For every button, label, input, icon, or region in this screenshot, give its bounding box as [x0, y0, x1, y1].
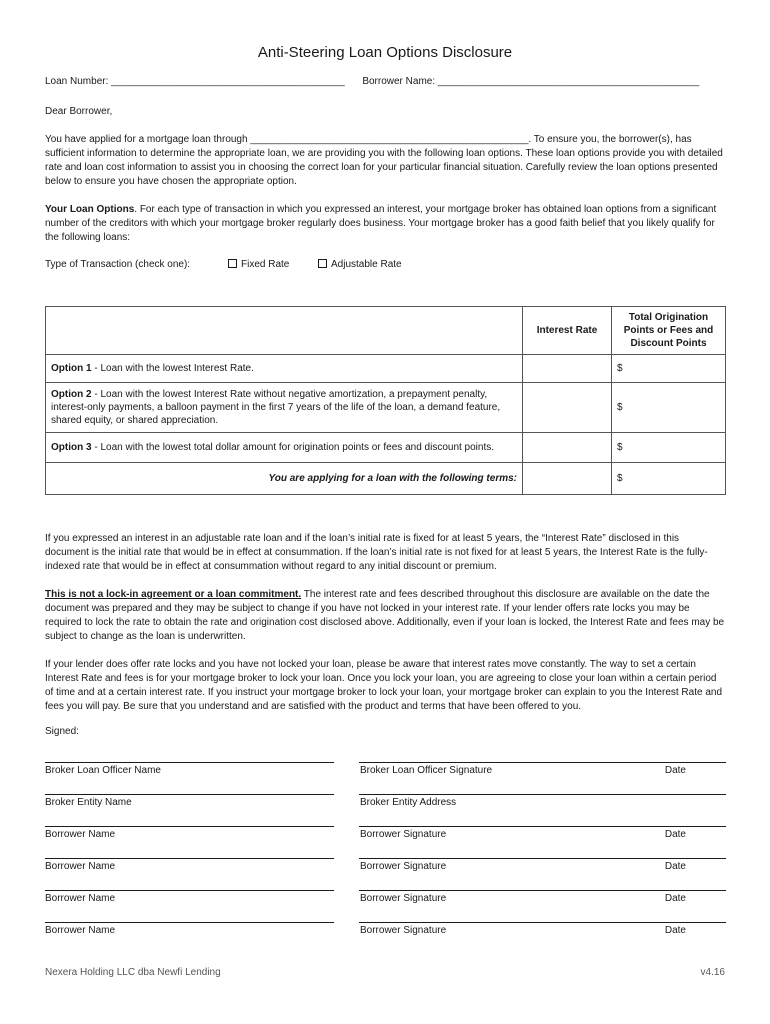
signature-line-right[interactable] — [359, 826, 726, 827]
adjustable-rate-checkbox[interactable] — [318, 259, 327, 268]
option-1-rate-field[interactable] — [523, 355, 612, 383]
signature-date-label: Date — [664, 925, 686, 936]
signature-line-right[interactable] — [359, 762, 726, 763]
option-3-rate-field[interactable] — [523, 433, 612, 463]
option-2-cell — [46, 383, 523, 433]
intro-paragraph — [45, 133, 725, 189]
interest-rate-header: Interest Rate — [523, 307, 612, 355]
signature-line-right[interactable] — [359, 794, 726, 795]
option-3-points-field[interactable]: $ — [612, 433, 726, 463]
signature-left-label: Borrower Name — [45, 893, 116, 904]
signature-mid-label: Borrower Signature — [360, 925, 447, 936]
signature-mid-label: Borrower Signature — [360, 829, 447, 840]
page-title: Anti-Steering Loan Options Disclosure — [257, 44, 513, 61]
signature-left-label: Borrower Name — [45, 861, 116, 872]
footer-company: Nexera Holding LLC dba Newfi Lending — [45, 967, 221, 978]
applying-points-field[interactable]: $ — [612, 463, 726, 495]
signature-mid-label: Broker Entity Address — [360, 797, 457, 808]
adjustable-rate-option[interactable] — [318, 258, 402, 272]
loan-number-field[interactable]: __________________________________________ — [111, 76, 345, 87]
applying-terms-label: You are applying for a loan with the following terms: — [46, 463, 523, 495]
signature-left-label: Borrower Name — [45, 925, 116, 936]
borrower-name-field[interactable]: _______________________________________________ — [437, 76, 700, 87]
greeting: Dear Borrower, — [45, 106, 113, 117]
signature-mid-label: Borrower Signature — [360, 893, 447, 904]
signature-line-left[interactable] — [45, 922, 334, 923]
lock-in-paragraph — [45, 588, 725, 644]
table-row — [46, 433, 726, 463]
option-3-text: - Loan with the lowest total dollar amount for origination points or fees and discount points. — [91, 442, 495, 453]
points-fees-header: Total Origination Points or Fees and Discount Points — [612, 307, 726, 355]
signed-label: Signed: — [45, 726, 79, 737]
option-2-points-field[interactable]: $ — [612, 383, 726, 433]
option-1-text: - Loan with the lowest Interest Rate. — [91, 363, 254, 374]
loan-options-table — [45, 306, 726, 495]
table-header-row — [46, 307, 726, 355]
signature-left-label: Borrower Name — [45, 829, 116, 840]
signature-date-label: Date — [664, 765, 686, 776]
intro-after: . To ensure you, the borrower(s), has sufficient information to determine the appropriate loan, we are providing you with the following loan options. These loan options provide you with detailed rate and loan cost information to assist you in choosing the correct loan for your particular financial situation. Carefully review the loan options presented below to ensure you have chosen the appropriate option. — [45, 134, 723, 187]
lock-in-text: The interest rate and fees described throughout this disclosure are available on the date the document was prepared and they may be subject to change if you have not locked in your interest rate. If your lender offers rate locks you may be required to lock the rate to obtain the rate and origination cost disclosed above. Additionally, even if your loan is locked, the Interest Rate and fees may be subject to change as the loan is underwritten. — [45, 589, 725, 642]
table-row — [46, 463, 726, 495]
option-3-cell — [46, 433, 523, 463]
signature-line-right[interactable] — [359, 922, 726, 923]
signature-line-left[interactable] — [45, 826, 334, 827]
your-options-heading: Your Loan Options — [45, 204, 135, 215]
signature-line-left[interactable] — [45, 858, 334, 859]
signature-date-label: Date — [664, 829, 686, 840]
signature-line-left[interactable] — [45, 762, 334, 763]
table-row — [46, 383, 726, 433]
applying-rate-field[interactable] — [523, 463, 612, 495]
signature-date-label: Date — [664, 861, 686, 872]
signature-line-right[interactable] — [359, 858, 726, 859]
your-options-paragraph — [45, 203, 725, 245]
signature-mid-label: Borrower Signature — [360, 861, 447, 872]
option-1-cell — [46, 355, 523, 383]
loan-number-label: Loan Number: — [45, 76, 109, 87]
signature-line-left[interactable] — [45, 794, 334, 795]
signature-line-left[interactable] — [45, 890, 334, 891]
header-empty-cell — [46, 307, 523, 355]
transaction-type-label: Type of Transaction (check one): — [45, 259, 191, 270]
option-1-points-field[interactable]: $ — [612, 355, 726, 383]
signature-left-label: Broker Entity Name — [45, 797, 132, 808]
broker-name-field[interactable]: __________________________________________________ — [250, 134, 529, 145]
fixed-rate-label: Fixed Rate — [241, 259, 290, 270]
option-2-text: - Loan with the lowest Interest Rate without negative amortization, a prepayment penalty, interest-only payments, a balloon payment in the first 7 years of the life of the loan, a demand feature, shared equity, or shared appreciation. — [51, 389, 501, 426]
table-row — [46, 355, 726, 383]
footer-version: v4.16 — [700, 967, 725, 978]
adjustable-rate-label: Adjustable Rate — [331, 259, 402, 270]
signature-line-right[interactable] — [359, 890, 726, 891]
adjustable-note: If you expressed an interest in an adjustable rate loan and if the loan’s initial rate is fixed for at least 5 years, the “Interest Rate” disclosed in this document is the initial rate that would be in effect at consummation. If the loan’s initial rate is not fixed for at least 5 years, the Interest Rate is the fully-indexed rate that would be in effect at consummation without regard to any initial discount or premium. — [45, 533, 708, 572]
fixed-rate-option[interactable] — [228, 258, 289, 272]
option-2-rate-field[interactable] — [523, 383, 612, 433]
lock-in-heading: This is not a lock-in agreement or a loan commitment. — [45, 589, 302, 600]
your-options-text: . For each type of transaction in which you expressed an interest, your mortgage broker has obtained loan options from a significant number of the creditors with which your mortgage broker regularly does business. Your mortgage broker has a good faith belief that you likely qualify for the following loans: — [45, 204, 717, 243]
option-2-label: Option 2 — [51, 389, 92, 400]
signature-left-label: Broker Loan Officer Name — [45, 765, 161, 776]
option-3-label: Option 3 — [51, 442, 92, 453]
rate-lock-paragraph: If your lender does offer rate locks and you have not locked your loan, please be aware that interest rates move constantly. The way to set a certain Interest Rate and fees is for your mortgage broker to lock your loan. Once you lock your loan, you are agreeing to close your loan within a certain period of time and at a certain interest rate. If you instruct your mortgage broker to lock your loan, your mortgage broker can explain to you the Interest Rate and fees you will pay. Be sure that you understand and are satisfied with the product and terms that have been offered to you. — [45, 659, 723, 712]
intro-before: You have applied for a mortgage loan through — [45, 134, 248, 145]
option-1-label: Option 1 — [51, 363, 92, 374]
loan-number-row — [45, 76, 725, 87]
fixed-rate-checkbox[interactable] — [228, 259, 237, 268]
borrower-name-label: Borrower Name: — [362, 76, 436, 87]
signature-mid-label: Broker Loan Officer Signature — [360, 765, 493, 776]
signature-date-label: Date — [664, 893, 686, 904]
